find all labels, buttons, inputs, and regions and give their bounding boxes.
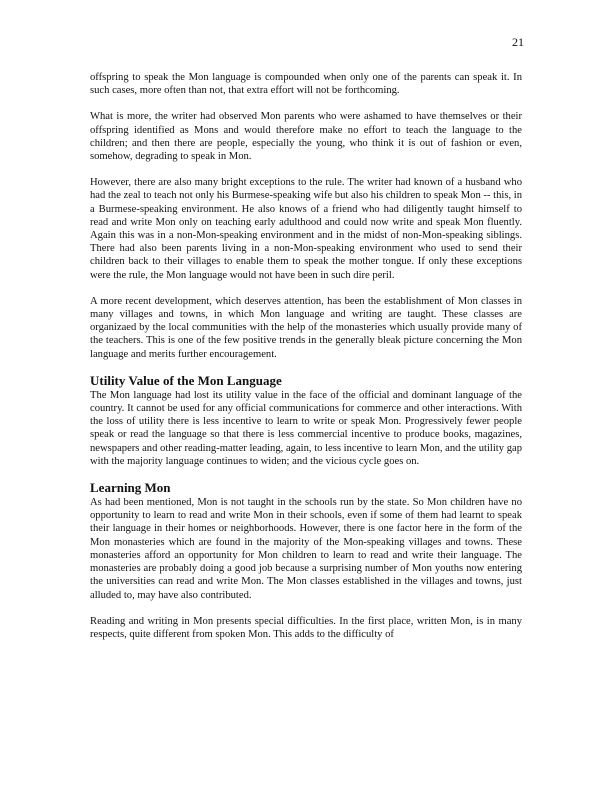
section-utility-value (90, 374, 522, 468)
body-paragraph: A more recent development, which deserves attention, has been the establishment of Mon classes in many villages and towns, in which Mon language and writing are taught. These classes are organizaed by the local communities with the help of the monasteries which usually provide many of the teachers. This is one of the few positive trends in the generally bleak picture concerning the Mon language and merits further encouragement. (90, 295, 522, 360)
section-learning-mon (90, 481, 522, 641)
body-paragraph: The Mon language had lost its utility value in the face of the official and dominant language of the country. It cannot be used for any official communications for commerce and other interactions. With the loss of utility there is less incentive to learn to write or speak Mon. Progressively fewer people speak or read the language so that there is less commercial incentive to produce books, magazines, newspapers and other reading-matter leading, again, to less incentive to learn Mon, and the utility gap with the majority language continues to widen; and the vicious cycle goes on. (90, 389, 522, 467)
body-paragraph: As had been mentioned, Mon is not taught in the schools run by the state. So Mon children have no opportunity to learn to read and write Mon in their schools, even if some of them had learnt to speak their language in their homes or neighborhoods. However, there is one factor here in the form of the Mon monasteries which are found in the majority of the Mon-speaking villages and towns. These monasteries afford an opportunity for Mon children to learn to read and write their language. The monasteries are probably doing a good job because a surprising number of Mon youths now entering the universities can read and write Mon. The Mon classes established in the villages and towns, just alluded to, may have also contributed. (90, 497, 522, 601)
document-body (90, 71, 522, 654)
body-paragraph: Reading and writing in Mon presents special difficulties. In the first place, written Mon, is in many respects, quite different from spoken Mon. This adds to the difficulty of (90, 615, 522, 640)
body-paragraph: What is more, the writer had observed Mon parents who were ashamed to have themselves or their offspring identified as Mons and would therefore make no effort to teach the language to the children; and then there are people, especially the young, who think it is out of fashion or even, somehow, degrading to speak in Mon. (90, 111, 522, 163)
body-paragraph: offspring to speak the Mon language is compounded when only one of the parents can speak it. In such cases, more often than not, that extra effort will not be forthcoming. (90, 72, 522, 97)
page-number: 21 (512, 35, 524, 49)
section-heading: Utility Value of the Mon Language (90, 372, 282, 388)
body-paragraph: However, there are also many bright exceptions to the rule. The writer had known of a husband who had the zeal to teach not only his Burmese-speaking wife but also his children to speak Mon -- this, in a Burmese-speaking environment. He also knows of a friend who had diligently taught himself to read and write Mon only on teaching early adulthood and could now write and speak Mon fluently. Again this was in a non-Mon-speaking environment and in the midst of non-Mon-speaking siblings. There had also been parents living in a non-Mon-speaking environment who used to send their children back to their villages to enable them to speak the mother tongue. If only these exceptions were the rule, the Mon language would not have been in such dire peril. (90, 177, 522, 281)
section-heading: Learning Mon (90, 480, 171, 496)
